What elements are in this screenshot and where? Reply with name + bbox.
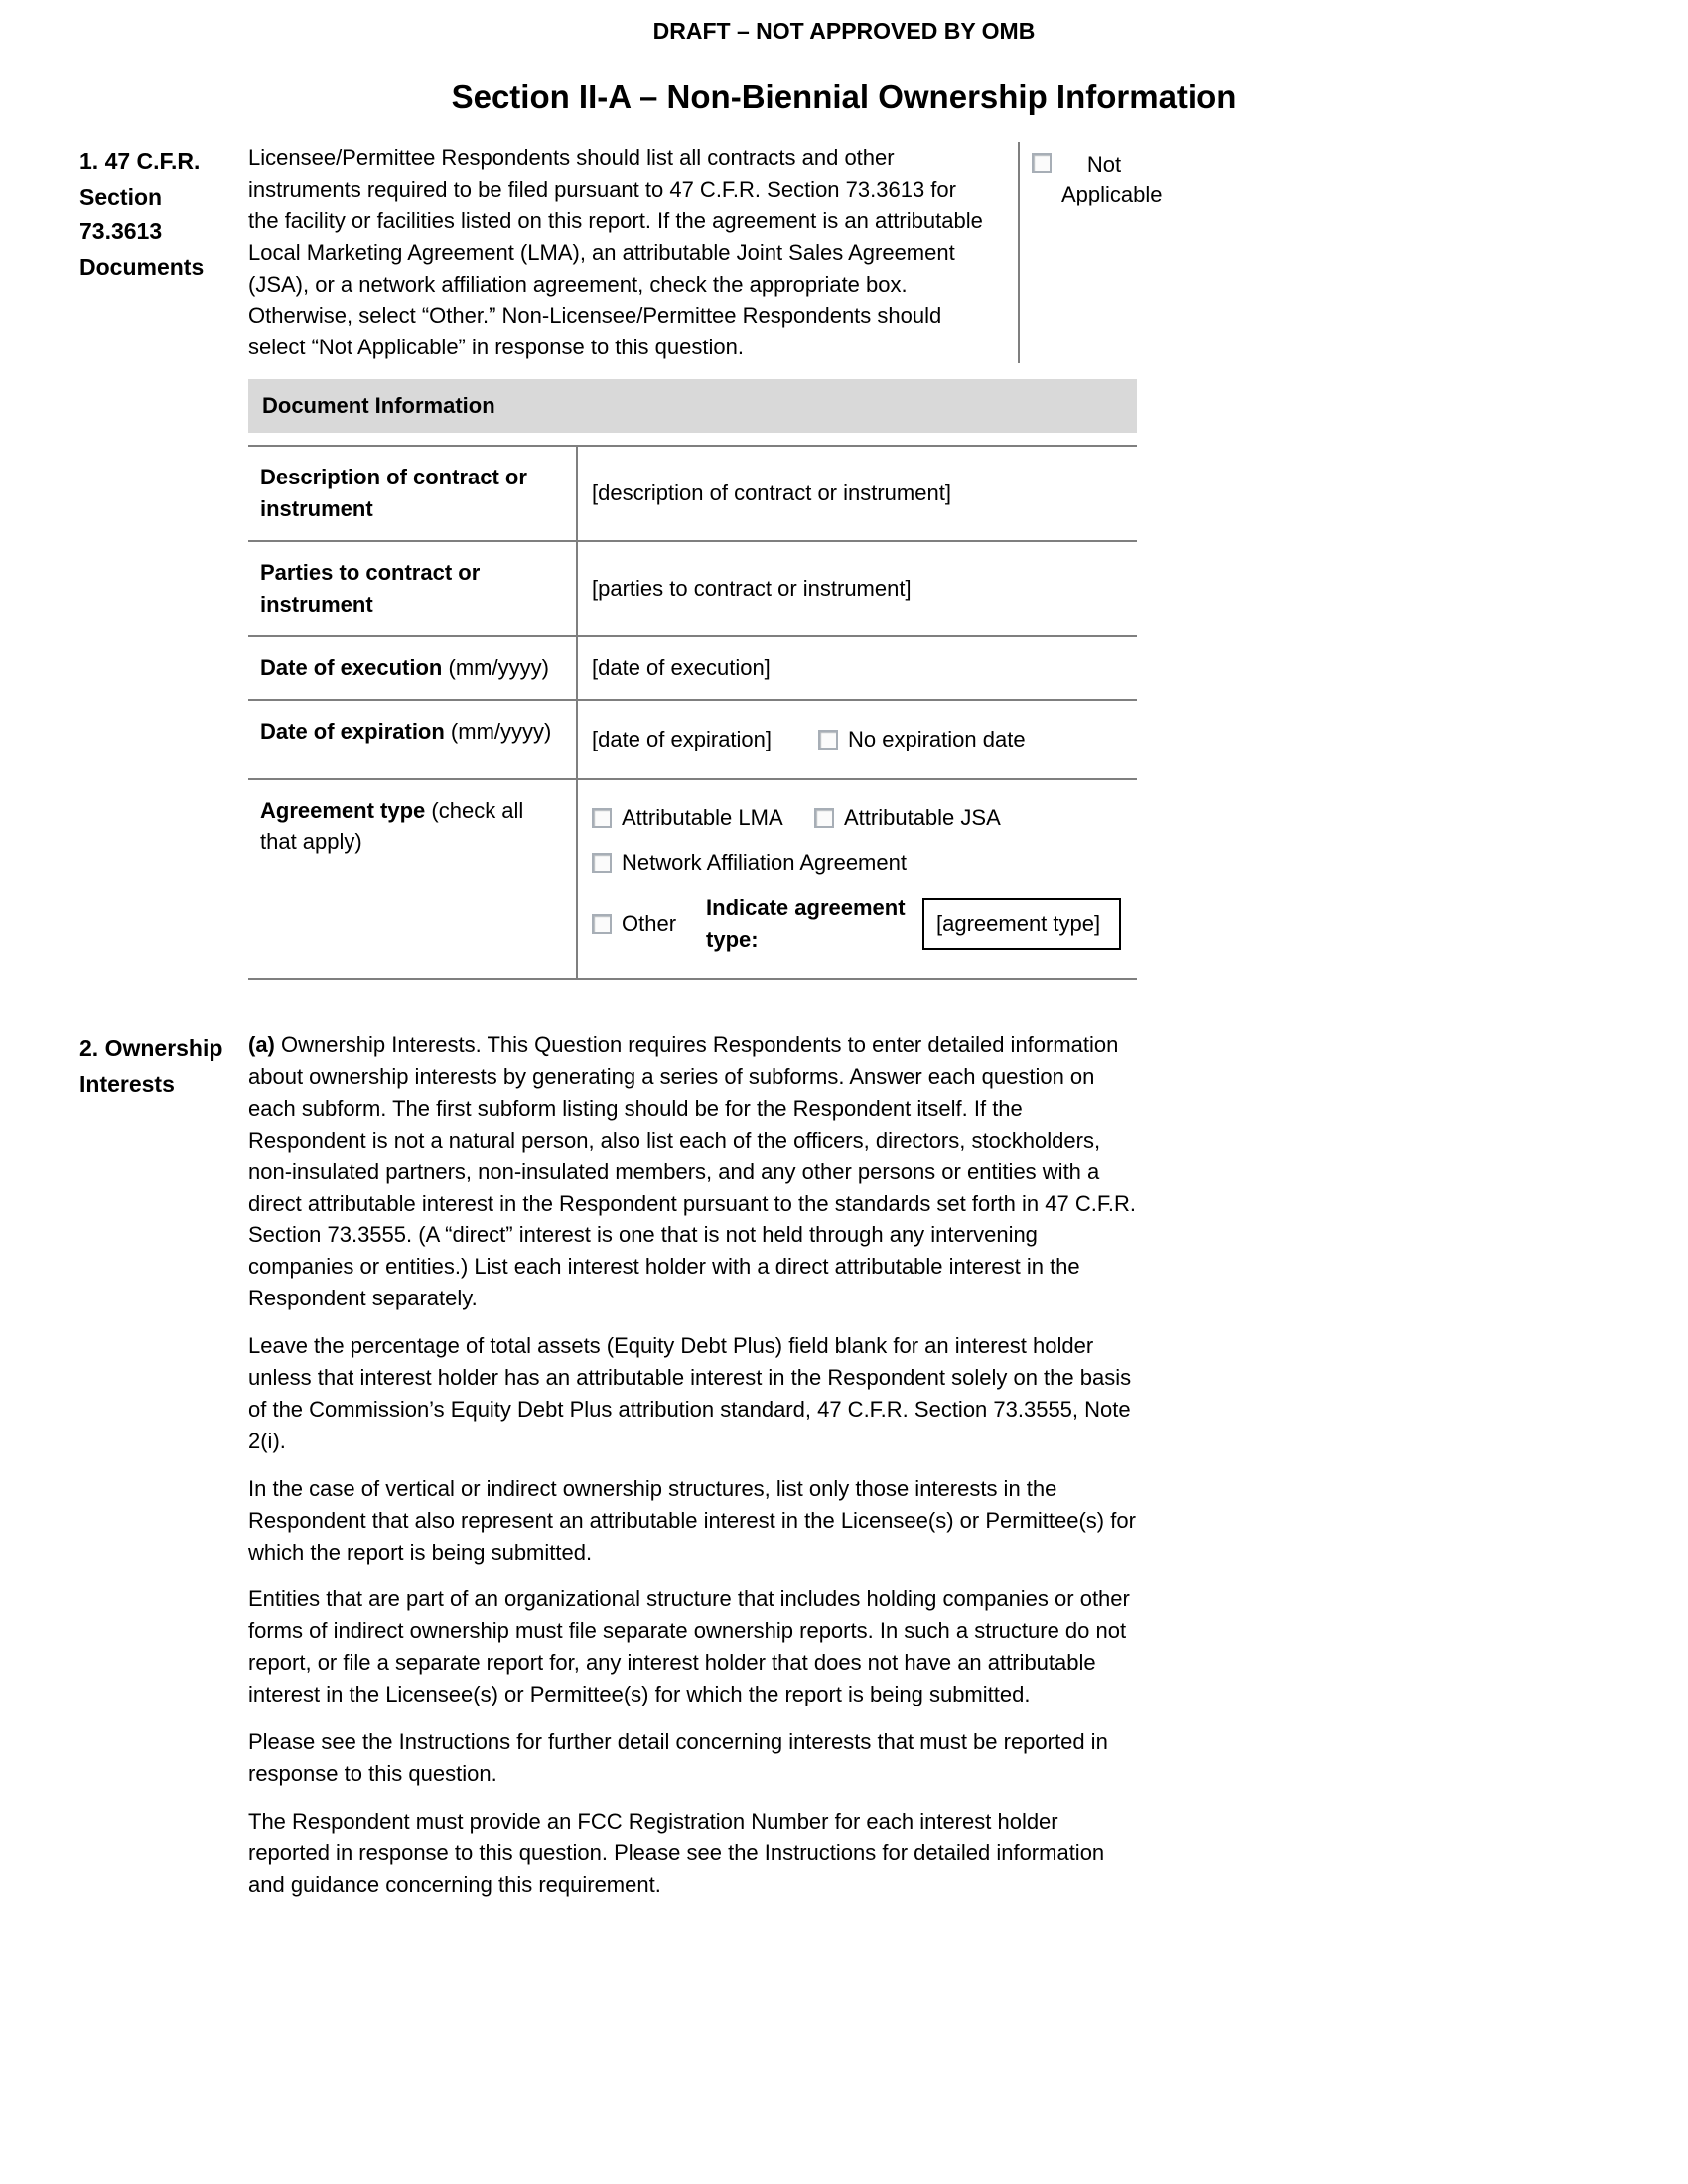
not-applicable-label: Not Applicable	[1061, 152, 1163, 206]
description-placeholder: [description of contract or instrument]	[592, 480, 951, 506]
agreement-type-input[interactable]: [agreement type]	[922, 898, 1121, 950]
parties-placeholder: [parties to contract or instrument]	[592, 575, 912, 601]
other-agreement-label: Other	[622, 911, 677, 937]
ownership-paragraph-6: The Respondent must provide an FCC Registration Number for each interest holder reported in response to this question. Please see the Instructions for detailed information and guidance concerning this requirement.	[248, 1808, 1105, 1897]
attributable-lma-label: Attributable LMA	[622, 804, 783, 830]
expiration-date-field[interactable]: [date of expiration]	[592, 726, 773, 751]
ownership-paragraph-2: Leave the percentage of total assets (Equity Debt Plus) field blank for an interest holder unless that interest holder has an attributable interest in the Respondent solely on the basis of the Commission’s Equity Debt Plus attribution standard, 47 C.F.R. Section 73.3555, Note 2(i).	[248, 1333, 1132, 1453]
question-2-instructions	[248, 1029, 1137, 1900]
table-row-execution-date	[248, 637, 1137, 701]
not-applicable-checkbox[interactable]	[1032, 153, 1052, 173]
attributable-jsa-checkbox[interactable]	[814, 808, 834, 828]
question-2	[79, 1029, 1137, 1900]
ownership-paragraph-1: (a) Ownership Interests. This Question requires Respondents to enter detailed information about ownership interests by generating a series of subforms. Answer each question on each subform. The first subform listing should be for the Respondent itself. If the Respondent is not a natural person, also list each of the officers, directors, stockholders, non-insulated partners, non-insulated members, and any other persons or entities with a direct attributable interest in the Respondent pursuant to the standards set forth in 47 C.F.R. Section 73.3555. (A “direct” interest is one that is not held through any intervening companies or entities.) List each interest holder with a direct attributable interest in the Respondent separately.	[248, 1032, 1136, 1311]
parties-label: Parties to contract or instrument	[260, 559, 481, 616]
ownership-paragraph-4: Entities that are part of an organizational structure that includes holding companies or other forms of indirect ownership must file separate ownership reports. In such a structure do not report, or file a separate report for, any interest holder that does not have an attributable interest in the Licensee(s) or Permittee(s) for which the report is being submitted.	[248, 1586, 1130, 1707]
question-1-instructions: Licensee/Permittee Respondents should list all contracts and other instruments required to be filed pursuant to 47 C.F.R. Section 73.3613 for the facility or facilities listed on this report. If the agreement is an attributable Local Marketing Agreement (LMA), an attributable Joint Sales Agreement (JSA), or a network affiliation agreement, check the appropriate box. Otherwise, select “Other.” Non-Licensee/Permittee Respondents should select “Not Applicable” in response to this question.	[248, 145, 983, 360]
no-expiration-label: No expiration date	[848, 726, 1026, 751]
document-information-header: Document Information	[248, 379, 1137, 433]
not-applicable-cell	[1018, 142, 1163, 363]
expiration-date-label: Date of expiration (mm/yyyy)	[260, 718, 552, 744]
agreement-type-label: Agreement type (check all that apply)	[260, 797, 524, 855]
document-information-table	[248, 379, 1137, 980]
table-row-expiration-date	[248, 701, 1137, 780]
no-expiration-checkbox[interactable]	[818, 730, 838, 750]
table-row-agreement-type	[248, 780, 1137, 981]
question-1-number: 1. 47 C.F.R. Section 73.3613 Documents	[79, 148, 205, 280]
question-1	[79, 142, 1163, 980]
network-affiliation-label: Network Affiliation Agreement	[622, 850, 907, 876]
page-title: Section II-A – Non-Biennial Ownership Information	[451, 78, 1237, 115]
agreement-type-cell	[576, 780, 1137, 979]
network-affiliation-checkbox[interactable]	[592, 853, 612, 873]
attributable-lma-checkbox[interactable]	[592, 808, 612, 828]
table-row-parties	[248, 542, 1137, 637]
execution-date-label: Date of execution (mm/yyyy)	[260, 654, 549, 680]
execution-date-placeholder: [date of execution]	[592, 654, 771, 680]
description-field[interactable]	[576, 447, 1137, 540]
attributable-jsa-label: Attributable JSA	[844, 804, 1001, 830]
question-1-instructions-block	[248, 142, 1163, 363]
description-label: Description of contract or instrument	[260, 465, 527, 522]
ownership-paragraph-1-prefix: (a)	[248, 1032, 281, 1058]
execution-date-field[interactable]	[576, 637, 1137, 699]
question-2-number: 2. Ownership Interests	[79, 1035, 223, 1097]
indicate-agreement-type-label: Indicate agreement type:	[706, 895, 906, 953]
ownership-paragraph-3: In the case of vertical or indirect ownership structures, list only those interests in the Respondent that also represent an attributable interest in the Licensee(s) or Permittee(s) for which the report is being submitted.	[248, 1475, 1136, 1565]
ownership-paragraph-5: Please see the Instructions for further detail concerning interests that must be reported in response to this question.	[248, 1728, 1108, 1786]
expiration-date-cell	[576, 701, 1137, 778]
parties-field[interactable]	[576, 542, 1137, 635]
draft-notice: DRAFT – NOT APPROVED BY OMB	[652, 18, 1036, 44]
table-row-description	[248, 447, 1137, 542]
other-agreement-checkbox[interactable]	[592, 914, 612, 934]
